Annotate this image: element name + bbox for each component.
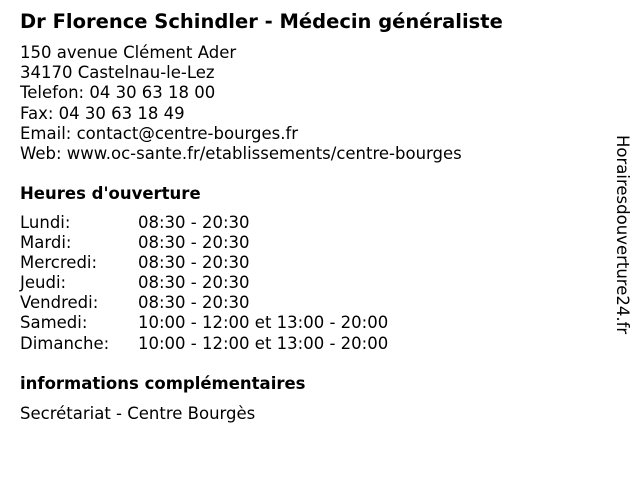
hours-row-saturday [20,313,388,333]
time-range: 08:30 - 20:30 [138,253,250,273]
additional-info-text: Secrétariat - Centre Bourgès [20,404,256,423]
day-label: Samedi: [20,313,88,333]
address-city: 34170 Castelnau-le-Lez [20,63,215,83]
hours-row-thursday [20,273,388,293]
day-label: Jeudi: [20,273,67,293]
address-street: 150 avenue Clément Ader [20,43,237,62]
day-label: Dimanche: [20,333,110,353]
day-label: Lundi: [20,213,71,232]
hours-row-friday [20,293,388,313]
time-range: 10:00 - 12:00 et 13:00 - 20:00 [138,333,389,353]
hours-row-wednesday [20,253,388,273]
contact-block [20,43,462,164]
site-watermark-text: Horairesdouverture24.fr [613,135,632,335]
website-url: Web: www.oc-sante.fr/etablissements/centre-bourges [20,143,462,163]
site-watermark [610,135,638,345]
hours-row-monday [20,213,388,233]
time-range: 08:30 - 20:30 [138,233,250,253]
opening-hours-heading: Heures d'ouverture [20,184,201,203]
time-range: 08:30 - 20:30 [138,213,250,232]
fax-number: Fax: 04 30 63 18 49 [20,103,185,123]
day-label: Mardi: [20,233,72,253]
time-range: 08:30 - 20:30 [138,293,250,313]
time-range: 10:00 - 12:00 et 13:00 - 20:00 [138,313,389,333]
additional-info-heading: informations complémentaires [20,374,306,393]
hours-row-sunday [20,334,388,354]
time-range: 08:30 - 20:30 [138,273,250,293]
day-label: Vendredi: [20,293,99,313]
email-address: Email: contact@centre-bourges.fr [20,123,299,143]
opening-hours-table [20,213,388,354]
page-title: Dr Florence Schindler - Médecin généraliste [20,10,503,33]
hours-row-tuesday [20,233,388,253]
day-label: Mercredi: [20,253,98,273]
phone-number: Telefon: 04 30 63 18 00 [20,83,216,103]
